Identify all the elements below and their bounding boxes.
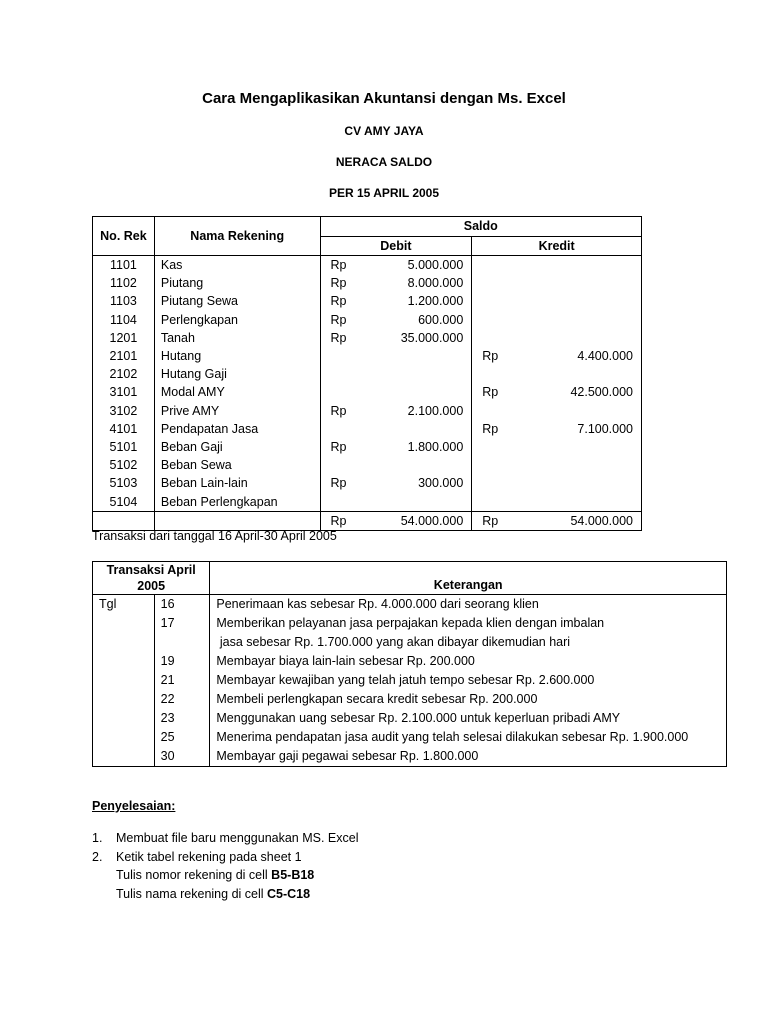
account-number: 2101 <box>93 347 155 365</box>
account-name: Hutang <box>154 347 320 365</box>
transaction-description: Menerima pendapatan jasa audit yang telah selesai dilakukan sebesar Rp. 1.900.000 <box>210 728 727 747</box>
transaction-row <box>93 709 727 728</box>
transaction-description: jasa sebesar Rp. 1.700.000 yang akan dibayar dikemudian hari <box>210 633 727 652</box>
account-row <box>93 274 642 292</box>
report-title: NERACA SALDO <box>335 155 433 169</box>
kredit-currency <box>472 474 512 492</box>
debit-currency <box>320 383 360 401</box>
transaction-day: 16 <box>154 595 210 615</box>
transactions-caption: Transaksi dari tanggal 16 April-30 April 2005 <box>92 529 337 543</box>
total-debit-rp: Rp <box>320 511 360 530</box>
kredit-amount <box>512 311 642 329</box>
transaction-label <box>93 633 155 652</box>
debit-currency: Rp <box>320 274 360 292</box>
account-number: 5101 <box>93 438 155 456</box>
kredit-amount: 42.500.000 <box>512 383 642 401</box>
kredit-amount <box>512 365 642 383</box>
account-row <box>93 329 642 347</box>
account-number: 1102 <box>93 274 155 292</box>
step-1-text: Membuat file baru menggunakan MS. Excel <box>116 831 359 845</box>
col-transaksi-line1: Transaksi April <box>106 563 196 577</box>
debit-currency: Rp <box>320 256 360 275</box>
kredit-amount <box>512 456 642 474</box>
transaction-description: Membayar kewajiban yang telah jatuh tempo sebesar Rp. 2.600.000 <box>210 671 727 690</box>
kredit-currency <box>472 492 512 511</box>
debit-currency <box>320 365 360 383</box>
col-keterangan: Keterangan <box>210 562 727 595</box>
debit-amount: 2.100.000 <box>360 402 472 420</box>
cell-range-b: B5-B18 <box>271 868 315 882</box>
debit-amount: 300.000 <box>360 474 472 492</box>
account-row <box>93 456 642 474</box>
account-number: 4101 <box>93 420 155 438</box>
col-kredit: Kredit <box>472 236 642 256</box>
kredit-amount <box>512 492 642 511</box>
transaction-description: Membeli perlengkapan secara kredit sebesar Rp. 200.000 <box>210 690 727 709</box>
debit-currency: Rp <box>320 402 360 420</box>
transaction-description: Menggunakan uang sebesar Rp. 2.100.000 untuk keperluan pribadi AMY <box>210 709 727 728</box>
transaction-day: 22 <box>154 690 210 709</box>
kredit-amount <box>512 256 642 275</box>
kredit-amount <box>512 292 642 310</box>
solution-heading: Penyelesaian: <box>92 799 176 813</box>
step-2-line-account-number <box>116 868 314 882</box>
account-name: Piutang Sewa <box>154 292 320 310</box>
account-name: Beban Sewa <box>154 456 320 474</box>
step-2-number: 2. <box>92 850 103 864</box>
transaction-description: Membayar biaya lain-lain sebesar Rp. 200.000 <box>210 652 727 671</box>
debit-amount: 5.000.000 <box>360 256 472 275</box>
account-name: Beban Gaji <box>154 438 320 456</box>
transaction-description: Penerimaan kas sebesar Rp. 4.000.000 dari seorang klien <box>210 595 727 615</box>
account-name: Modal AMY <box>154 383 320 401</box>
transaction-row <box>93 633 727 652</box>
kredit-currency: Rp <box>472 420 512 438</box>
col-transaksi-april <box>93 562 210 595</box>
kredit-amount: 4.400.000 <box>512 347 642 365</box>
transaction-label <box>93 747 155 767</box>
account-row <box>93 347 642 365</box>
line-text: Tulis nama rekening di cell <box>116 887 267 901</box>
kredit-currency <box>472 329 512 347</box>
debit-amount: 8.000.000 <box>360 274 472 292</box>
debit-currency <box>320 420 360 438</box>
debit-currency <box>320 347 360 365</box>
transaction-description: Membayar gaji pegawai sebesar Rp. 1.800.000 <box>210 747 727 767</box>
transaction-label: Tgl <box>93 595 155 615</box>
debit-amount: 1.200.000 <box>360 292 472 310</box>
transaction-label <box>93 728 155 747</box>
kredit-currency <box>472 292 512 310</box>
account-number: 3102 <box>93 402 155 420</box>
debit-currency <box>320 492 360 511</box>
debit-currency: Rp <box>320 438 360 456</box>
transaction-row <box>93 614 727 633</box>
account-row <box>93 383 642 401</box>
debit-amount <box>360 365 472 383</box>
account-row <box>93 492 642 511</box>
account-number: 3101 <box>93 383 155 401</box>
debit-amount <box>360 347 472 365</box>
kredit-currency <box>472 256 512 275</box>
account-number: 5104 <box>93 492 155 511</box>
debit-currency: Rp <box>320 474 360 492</box>
account-number: 1104 <box>93 311 155 329</box>
transaction-row <box>93 728 727 747</box>
kredit-currency <box>472 274 512 292</box>
transaction-day: 23 <box>154 709 210 728</box>
transaction-row <box>93 652 727 671</box>
transaction-day: 21 <box>154 671 210 690</box>
transaction-day <box>154 633 210 652</box>
account-number: 5102 <box>93 456 155 474</box>
account-name: Beban Lain-lain <box>154 474 320 492</box>
transaction-label <box>93 690 155 709</box>
account-name: Pendapatan Jasa <box>154 420 320 438</box>
transaction-label <box>93 652 155 671</box>
kredit-currency <box>472 438 512 456</box>
transaction-day: 25 <box>154 728 210 747</box>
debit-currency <box>320 456 360 474</box>
report-period: PER 15 APRIL 2005 <box>328 186 440 200</box>
kredit-currency <box>472 456 512 474</box>
kredit-amount: 7.100.000 <box>512 420 642 438</box>
transaction-day: 17 <box>154 614 210 633</box>
transaction-row <box>93 747 727 767</box>
account-row <box>93 474 642 492</box>
step-2-text: Ketik tabel rekening pada sheet 1 <box>116 850 302 864</box>
account-name: Piutang <box>154 274 320 292</box>
transaction-label <box>93 709 155 728</box>
total-row <box>93 511 642 530</box>
kredit-amount <box>512 402 642 420</box>
account-number: 2102 <box>93 365 155 383</box>
kredit-currency <box>472 402 512 420</box>
kredit-amount <box>512 474 642 492</box>
account-number: 1103 <box>93 292 155 310</box>
account-row <box>93 420 642 438</box>
col-no-rek: No. Rek <box>93 217 155 256</box>
kredit-amount <box>512 438 642 456</box>
transaction-row <box>93 671 727 690</box>
account-row <box>93 365 642 383</box>
account-row <box>93 311 642 329</box>
total-kredit: 54.000.000 <box>512 511 642 530</box>
transaction-day: 19 <box>154 652 210 671</box>
step-2-line-account-name <box>116 887 310 901</box>
debit-amount: 600.000 <box>360 311 472 329</box>
transaction-label <box>93 614 155 633</box>
kredit-amount <box>512 329 642 347</box>
account-row <box>93 256 642 275</box>
line-text: Tulis nomor rekening di cell <box>116 868 272 882</box>
transaction-label <box>93 671 155 690</box>
account-number: 1201 <box>93 329 155 347</box>
kredit-currency <box>472 365 512 383</box>
col-saldo: Saldo <box>320 217 641 237</box>
account-name: Prive AMY <box>154 402 320 420</box>
document-title: Cara Mengaplikasikan Akuntansi dengan Ms. Excel <box>202 90 566 107</box>
company-name: CV AMY JAYA <box>344 124 424 138</box>
transaction-description: Memberikan pelayanan jasa perpajakan kepada klien dengan imbalan <box>210 614 727 633</box>
col-debit: Debit <box>320 236 472 256</box>
account-name: Kas <box>154 256 320 275</box>
transactions-table <box>92 561 727 767</box>
step-1-number: 1. <box>92 831 103 845</box>
kredit-currency: Rp <box>472 383 512 401</box>
debit-amount <box>360 420 472 438</box>
debit-amount: 1.800.000 <box>360 438 472 456</box>
account-row <box>93 402 642 420</box>
kredit-amount <box>512 274 642 292</box>
account-number: 1101 <box>93 256 155 275</box>
debit-currency: Rp <box>320 329 360 347</box>
account-name: Hutang Gaji <box>154 365 320 383</box>
debit-amount <box>360 456 472 474</box>
cell-range-c: C5-C18 <box>267 887 311 901</box>
transaction-row <box>93 690 727 709</box>
account-row <box>93 438 642 456</box>
total-kredit-rp: Rp <box>472 511 512 530</box>
debit-amount: 35.000.000 <box>360 329 472 347</box>
debit-currency: Rp <box>320 311 360 329</box>
account-number: 5103 <box>93 474 155 492</box>
account-row <box>93 292 642 310</box>
account-name: Perlengkapan <box>154 311 320 329</box>
account-name: Beban Perlengkapan <box>154 492 320 511</box>
kredit-currency: Rp <box>472 347 512 365</box>
debit-currency: Rp <box>320 292 360 310</box>
total-debit: 54.000.000 <box>360 511 472 530</box>
trial-balance-table <box>92 216 642 531</box>
col-transaksi-line2: 2005 <box>137 579 166 593</box>
account-name: Tanah <box>154 329 320 347</box>
debit-amount <box>360 492 472 511</box>
transaction-row <box>93 595 727 615</box>
transaction-day: 30 <box>154 747 210 767</box>
debit-amount <box>360 383 472 401</box>
col-nama-rekening: Nama Rekening <box>154 217 320 256</box>
kredit-currency <box>472 311 512 329</box>
